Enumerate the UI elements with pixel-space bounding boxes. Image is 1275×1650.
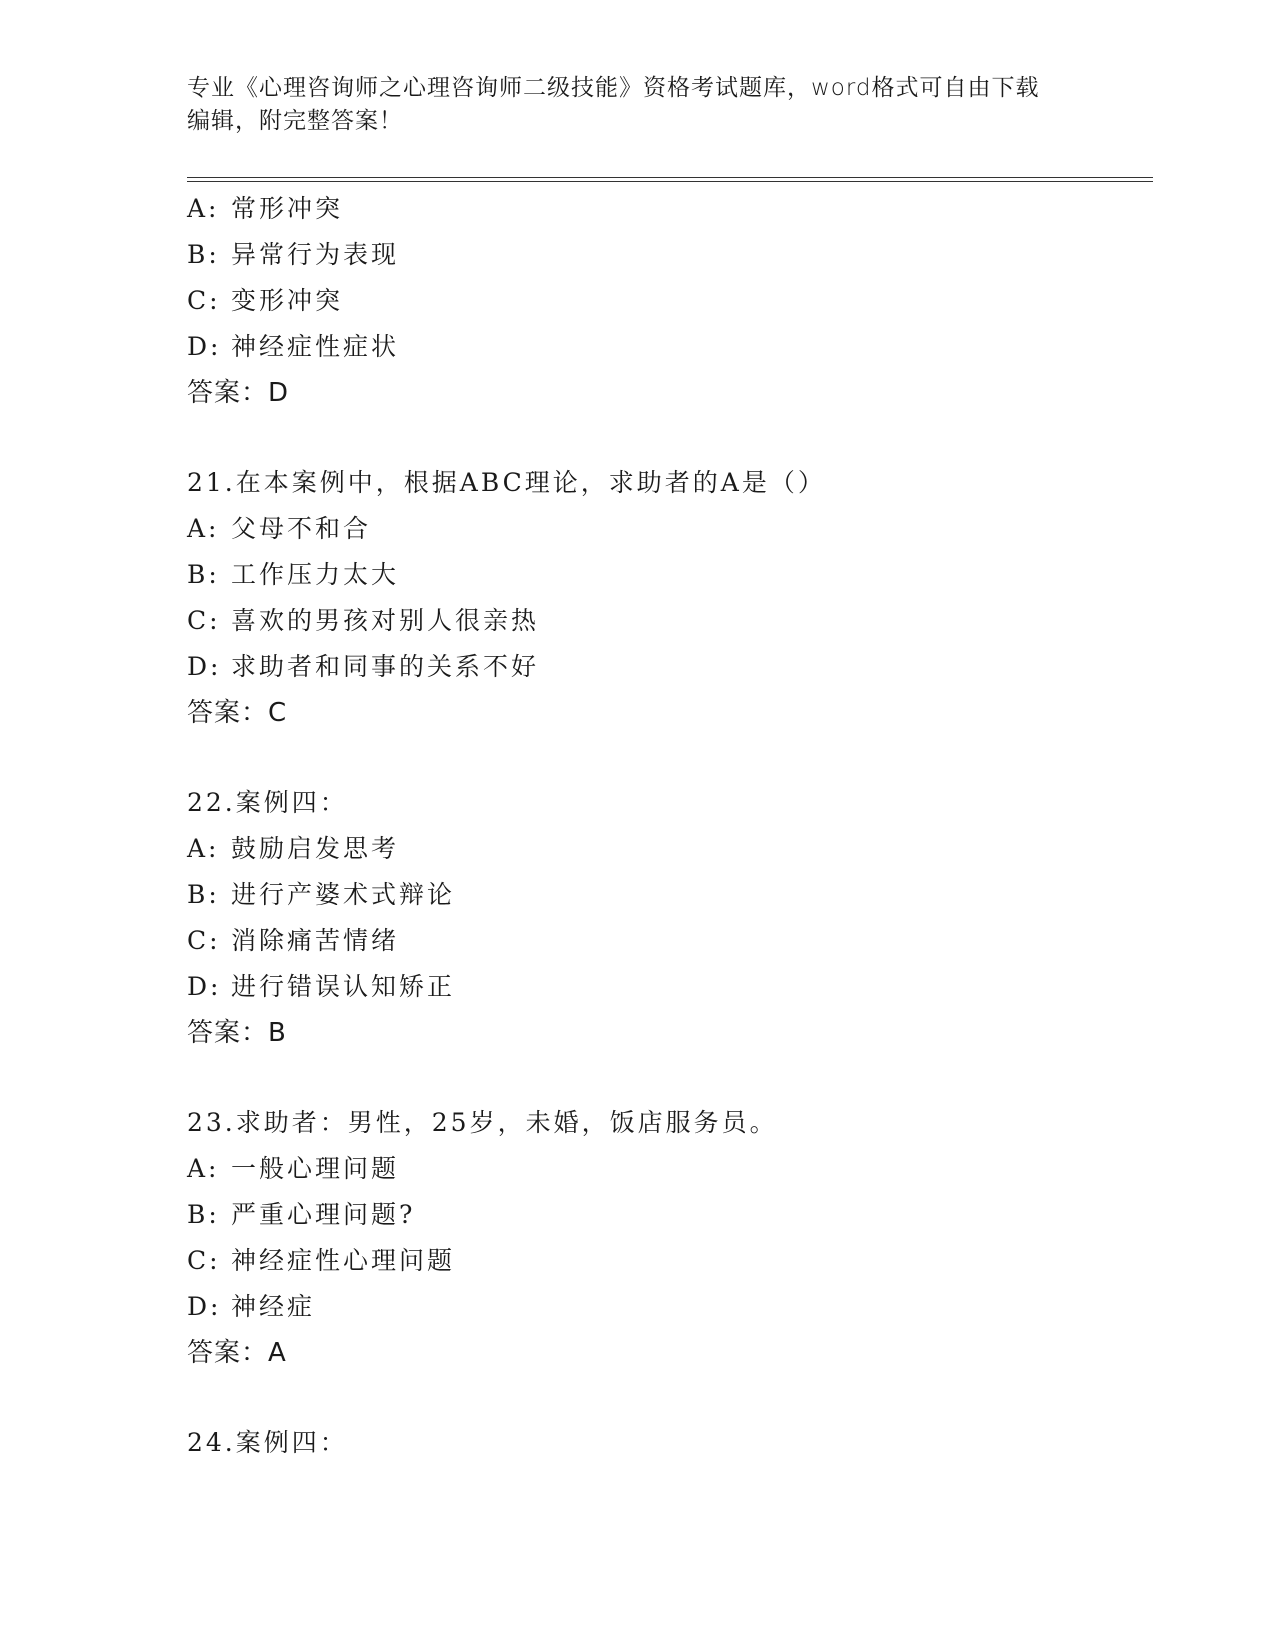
answer-line: 答案：A — [187, 1338, 287, 1368]
option-text: 进行产婆术式辩论 — [231, 880, 456, 909]
option-text: 严重心理问题? — [231, 1200, 416, 1229]
option-c — [187, 1238, 1153, 1284]
option-letter: B: — [187, 560, 220, 589]
answer-line: 答案：D — [187, 378, 290, 408]
question-item — [187, 780, 1153, 1056]
option-text: 神经症性心理问题 — [231, 1246, 456, 1275]
option-letter: C: — [187, 926, 221, 955]
option-text: 工作压力太大 — [231, 560, 400, 589]
answer-line: 答案：B — [187, 1018, 287, 1048]
option-text: 鼓励启发思考 — [231, 834, 400, 863]
question-item — [187, 1420, 1153, 1466]
option-text: 进行错误认知矫正 — [231, 972, 456, 1001]
spacer — [187, 1056, 1153, 1100]
spacer — [187, 736, 1153, 780]
document-header — [187, 72, 1067, 138]
option-b — [187, 1192, 1153, 1238]
option-text: 神经症性症状 — [231, 332, 400, 361]
option-b — [187, 232, 1153, 278]
option-text: 喜欢的男孩对别人很亲热 — [231, 606, 540, 635]
option-a — [187, 826, 1153, 872]
option-b — [187, 872, 1153, 918]
option-a — [187, 506, 1153, 552]
header-line-2: 编辑，附完整答案！ — [187, 108, 403, 134]
header-divider — [187, 177, 1153, 182]
question-list — [187, 186, 1153, 1466]
option-d — [187, 644, 1153, 690]
spacer — [187, 1376, 1153, 1420]
option-text: 父母不和合 — [231, 514, 372, 543]
option-letter: B: — [187, 880, 220, 909]
option-text: 求助者和同事的关系不好 — [231, 652, 540, 681]
option-b — [187, 552, 1153, 598]
option-text: 常形冲突 — [231, 194, 344, 223]
question-stem: 24.案例四： — [187, 1428, 348, 1457]
option-letter: D: — [187, 652, 222, 681]
option-letter: A: — [187, 834, 220, 863]
question-item — [187, 186, 1153, 416]
option-letter: C: — [187, 606, 221, 635]
option-c — [187, 278, 1153, 324]
option-c — [187, 598, 1153, 644]
option-letter: B: — [187, 240, 220, 269]
option-letter: A: — [187, 1154, 220, 1183]
question-stem: 22.案例四： — [187, 788, 348, 817]
option-a — [187, 1146, 1153, 1192]
spacer — [187, 416, 1153, 460]
option-letter: C: — [187, 286, 221, 315]
option-letter: A: — [187, 514, 220, 543]
option-letter: C: — [187, 1246, 221, 1275]
question-stem: 21.在本案例中，根据ABC理论，求助者的A是（） — [187, 468, 826, 497]
option-a — [187, 186, 1153, 232]
question-stem: 23.求助者：男性，25岁，未婚，饭店服务员。 — [187, 1108, 778, 1137]
option-letter: B: — [187, 1200, 220, 1229]
option-text: 一般心理问题 — [231, 1154, 400, 1183]
question-item — [187, 1100, 1153, 1376]
option-d — [187, 964, 1153, 1010]
option-letter: D: — [187, 332, 222, 361]
option-text: 神经症 — [231, 1292, 316, 1321]
option-d — [187, 1284, 1153, 1330]
question-item — [187, 460, 1153, 736]
option-text: 变形冲突 — [231, 286, 344, 315]
option-c — [187, 918, 1153, 964]
header-line-1: 专业《心理咨询师之心理咨询师二级技能》资格考试题库，word格式可自由下载 — [187, 75, 1040, 101]
option-letter: A: — [187, 194, 220, 223]
option-letter: D: — [187, 972, 222, 1001]
option-text: 异常行为表现 — [231, 240, 400, 269]
answer-line: 答案：C — [187, 698, 288, 728]
option-d — [187, 324, 1153, 370]
option-letter: D: — [187, 1292, 222, 1321]
option-text: 消除痛苦情绪 — [231, 926, 400, 955]
